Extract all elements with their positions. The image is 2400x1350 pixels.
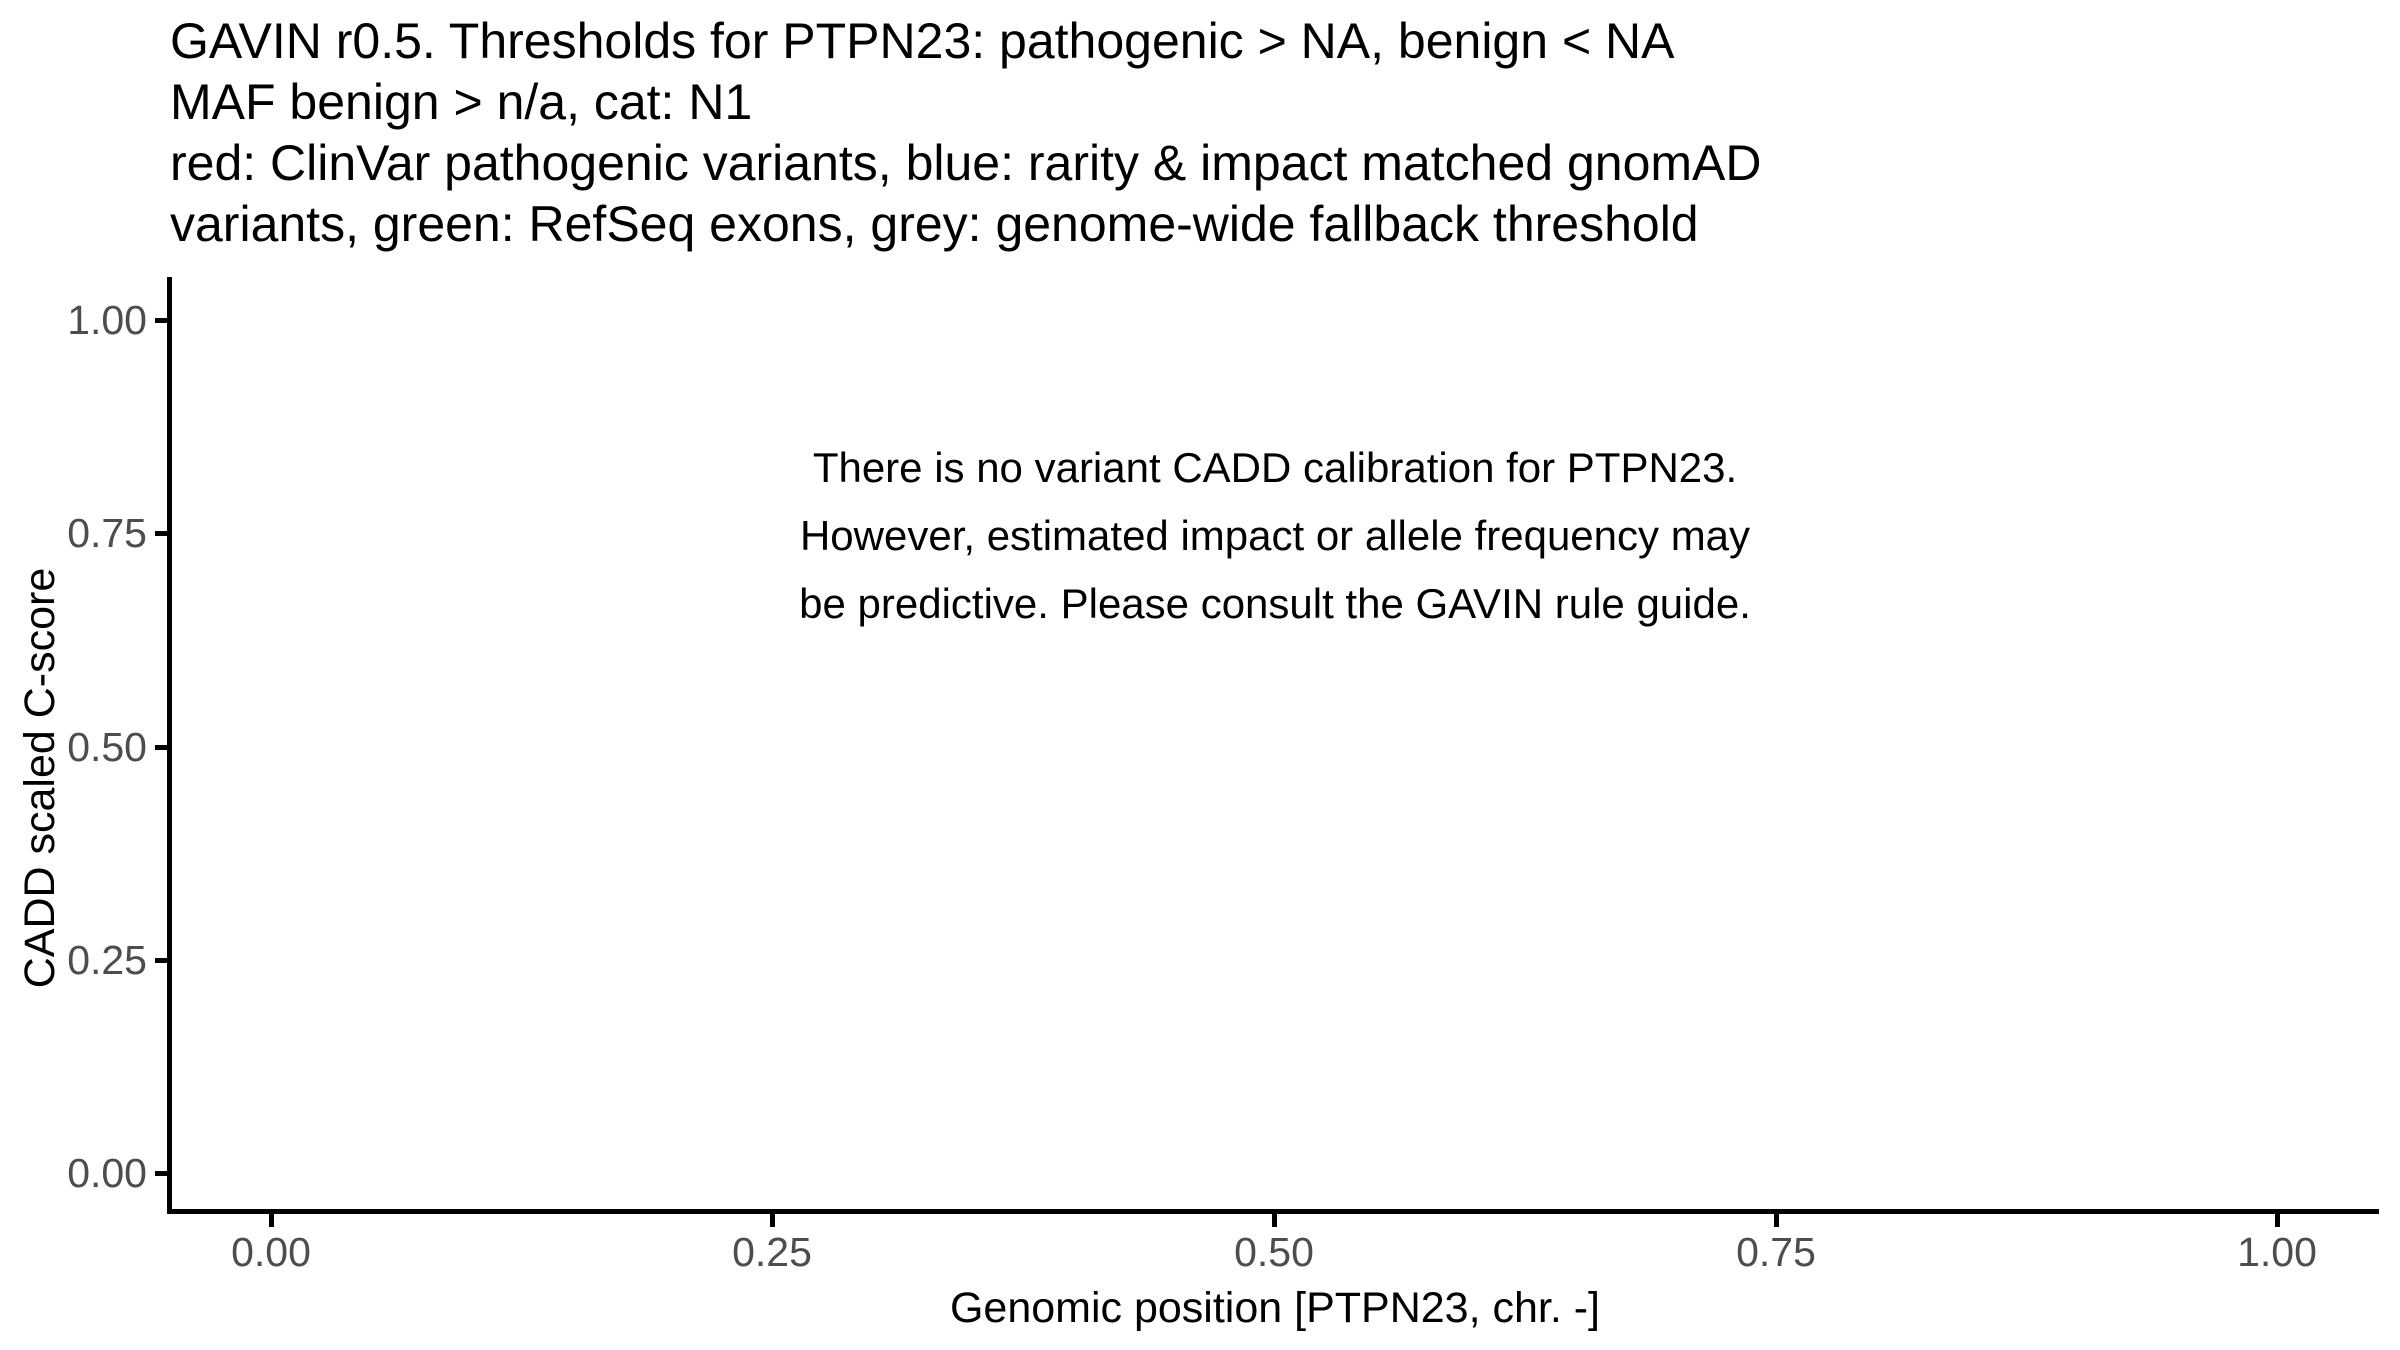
chart-title-line-3: red: ClinVar pathogenic variants, blue: rarity & impact matched gnomAD [170,135,1762,191]
chart-title [170,11,1761,255]
annotation-line-3: be predictive. Please consult the GAVIN rule guide. [799,580,1751,627]
annotation-line-2: However, estimated impact or allele frequency may [799,512,1751,559]
y-tick-mark [155,958,169,963]
y-tick-mark [155,1171,169,1176]
annotation-line-1: There is no variant CADD calibration for PTPN23. [812,444,1738,491]
y-tick-label: 0.75 [67,510,147,556]
x-tick-mark [770,1214,775,1227]
x-tick-label: 1.00 [2237,1229,2317,1275]
no-calibration-annotation [170,434,2380,638]
y-tick-label: 0.50 [67,724,147,770]
y-tick-label: 0.00 [67,1150,147,1196]
x-tick-mark [2275,1214,2280,1227]
x-axis-title: Genomic position [PTPN23, chr. -] [949,1284,1601,1332]
x-tick-mark [1774,1214,1779,1227]
y-tick-mark [155,745,169,750]
x-tick-label: 0.75 [1736,1229,1816,1275]
x-tick-label: 0.50 [1234,1229,1314,1275]
chart-title-line-1: GAVIN r0.5. Thresholds for PTPN23: pathogenic > NA, benign < NA [170,13,1675,69]
y-tick-mark [155,318,169,323]
y-tick-label: 1.00 [67,297,147,343]
x-tick-label: 0.25 [732,1229,812,1275]
x-tick-mark [269,1214,274,1227]
x-tick-label: 0.00 [231,1229,311,1275]
y-tick-mark [155,531,169,536]
y-tick-label: 0.25 [67,937,147,983]
y-axis-title: CADD scaled C-score [16,567,64,989]
chart-title-line-2: MAF benign > n/a, cat: N1 [170,74,753,130]
chart-title-line-4: variants, green: RefSeq exons, grey: genome-wide fallback threshold [170,196,1699,252]
x-tick-mark [1272,1214,1277,1227]
